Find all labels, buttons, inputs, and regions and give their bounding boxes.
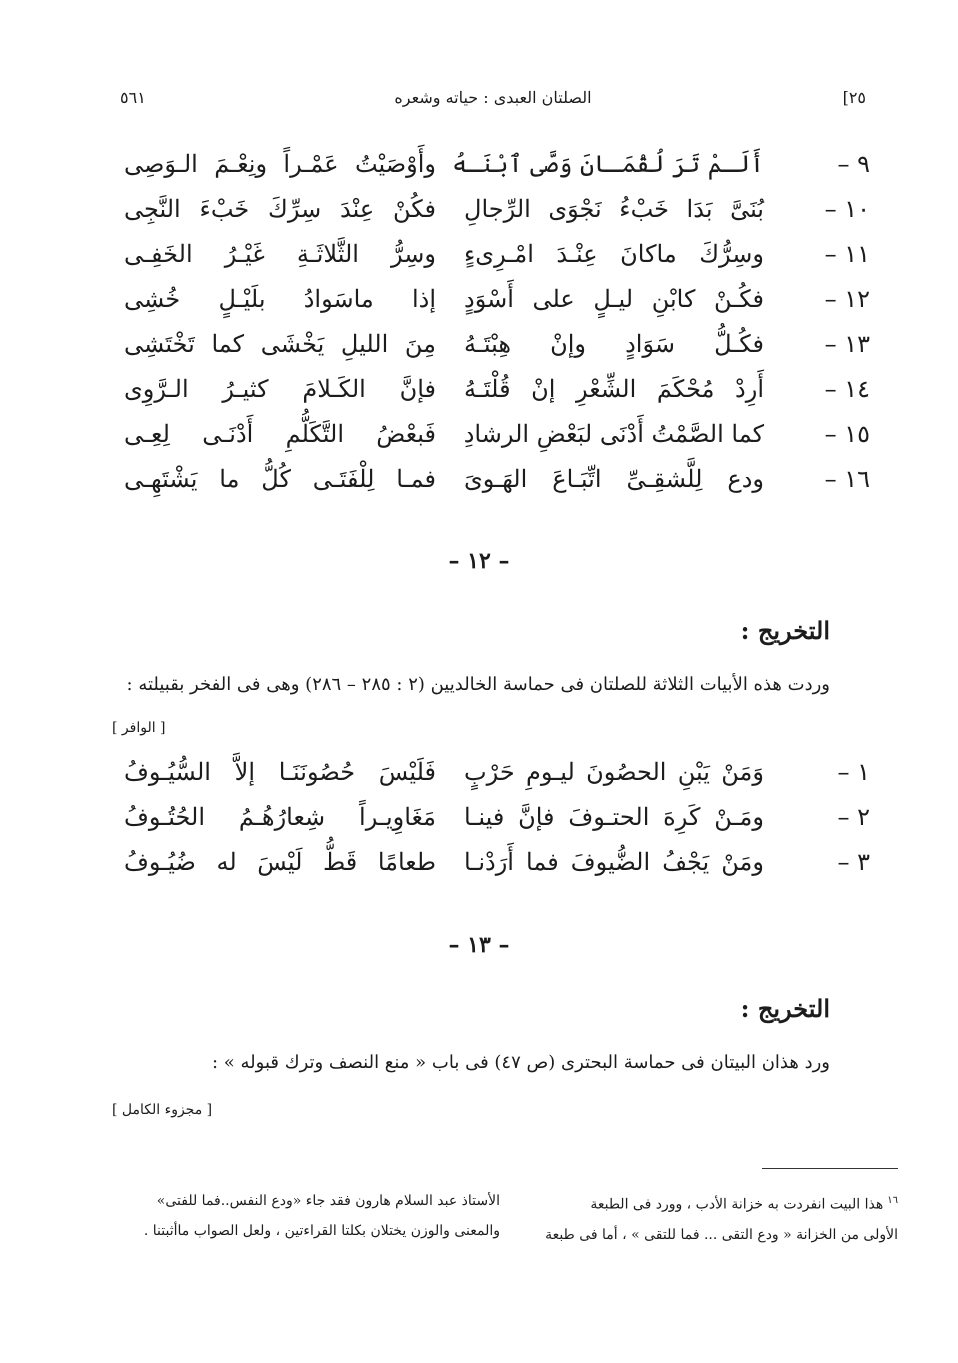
second-hemistich: فإنَّ الكَـلامَ كثيـرُ الـرَّوِى: [124, 375, 436, 403]
first-hemistich: كما الصَّمْتُ أَدْنَى لبَعْضِ الرشادِ: [463, 420, 764, 448]
verse-line: [60, 367, 898, 412]
verse-number: ٣ –: [837, 848, 870, 876]
verse-line: [60, 187, 898, 232]
second-hemistich: طعامًا قَطُّ لَيْسَ له ضُيُـوفُ: [124, 848, 436, 876]
footnote-line: الأولى من الخزانة « ودع التقى ... فما للتقى » ، أما فى طبعة: [545, 1226, 898, 1243]
page-number: ٥٦١: [120, 88, 146, 107]
footnote-line: الأستاذ عبد السلام هارون فقد جاء «ودع النفس..فما للفتى»: [156, 1193, 500, 1209]
verse-line: [60, 412, 898, 457]
verse-number: ١٢ –: [824, 285, 870, 313]
poem-verses-9-16: [60, 142, 898, 502]
verse-line: [60, 840, 898, 885]
second-hemistich: وأَوْصَيْتُ عَمْـراً ونِعْـمَ الـوَصِى: [124, 150, 436, 178]
first-hemistich: ومَنْ يَجْفُ الضُّيوفَ فما أَرَدْنـا: [464, 848, 764, 876]
section-number-12: – ١٢ –: [448, 548, 510, 574]
verse-number: ٩ –: [837, 150, 870, 178]
second-hemistich: فَلَيْسَ حُصُونَنَـا إلاَّ السُّيُـوفُ: [124, 758, 436, 786]
section-13-paragraph: ورد هذان البيتان فى حماسة البحترى (ص ٤٧) فى باب « منع النصف وترك قبوله » :: [212, 1052, 830, 1073]
second-hemistich: إذا ماسَوادُ بلَيْـلٍ خُشِى: [124, 285, 436, 313]
second-hemistich: فكُنْ عِنْدَ سِرِّكَ خَبْءَ النَّجِى: [124, 195, 436, 223]
second-hemistich: مَغَاوِيـراً شِعارُهُـمُ الحُتُـوفُ: [124, 803, 436, 831]
first-hemistich: أَرِدْ مُحْكَمَ الشِّعْرِ إنْ قُلْتَـهُ: [464, 375, 764, 403]
footnote-column-left: [110, 1186, 500, 1246]
page-header: [120, 88, 866, 112]
first-hemistich: وَمَنْ يَبْنِ الحصُونَ ليـومِ حَرْبٍ: [464, 758, 764, 786]
section-13-meter: [ مجزوء الكامل ]: [112, 1102, 213, 1118]
verse-line: [60, 457, 898, 502]
verse-number: ١٥ –: [824, 420, 870, 448]
verse-number: ١١ –: [824, 240, 870, 268]
section-13-heading: التخريج :: [740, 994, 830, 1023]
footnote-separator: [762, 1168, 898, 1169]
second-hemistich: مِنَ الليلِ يَخْشَى كما تَخْتَشِى: [124, 330, 436, 358]
verse-line: [60, 795, 898, 840]
verse-number: ٢ –: [837, 803, 870, 831]
first-hemistich: ودع لِلَّشقِـىِّ اتِّبَـاعَ الهَـوىَ: [464, 465, 764, 493]
verse-line: [60, 750, 898, 795]
page-reference: ٢٥]: [842, 88, 866, 107]
poem-section-12: [60, 750, 898, 885]
footnote-text: هذا البيت انفردت به خزانة الأدب ، وورد فى الطبعة: [590, 1196, 884, 1213]
verse-number: ١ –: [837, 758, 870, 786]
section-12-heading: التخريج :: [740, 616, 830, 645]
footnote-line: والمعنى والوزن يختلان بكلتا القراءتين ، ولعل الصواب ماأثبتنا .: [143, 1223, 500, 1239]
verse-number: ١٠ –: [824, 195, 870, 223]
verse-number: ١٦ –: [824, 465, 870, 493]
first-hemistich: أَلَـمْ تَرَ لُقْمَـانَ وَصَّى ٱبْنَـهُ: [452, 150, 764, 178]
verse-line: [60, 142, 898, 187]
section-number-13: – ١٣ –: [448, 932, 510, 958]
second-hemistich: فمـا لِلْفَتَـى كُلُّ ما يَشْتَهِـى: [124, 465, 436, 493]
section-12-paragraph: وردت هذه الأبيات الثلاثة للصلتان فى حماسة الخالديين (٢ : ٢٨٥ – ٢٨٦) وهى فى الفخر بقبيلته :: [126, 674, 830, 695]
first-hemistich: بُنَىَّ بَدَا خَبْءُ نَجْوَى الرِّجالِ: [464, 195, 764, 223]
second-hemistich: وسِرُّ الثَّلاثَـةِ غَيْـرُ الخَفِـى: [124, 240, 436, 268]
verse-number: ١٤ –: [824, 375, 870, 403]
first-hemistich: فكُـنْ كابْنِ ليـلٍ على أَسْوَدٍ: [464, 285, 764, 313]
first-hemistich: ومَـنْ كَرِهَ الحتـوفَ فإنَّ فينـا: [464, 803, 764, 831]
footnote-column-right: [526, 1186, 898, 1250]
footnote-line: [526, 1186, 898, 1220]
section-12-meter: [ الوافر ]: [112, 720, 166, 736]
verse-line: [60, 232, 898, 277]
running-title: الصلتان العبدى : حياته وشعره: [394, 88, 592, 107]
verse-number: ١٣ –: [824, 330, 870, 358]
footnote-mark: ١٦: [887, 1195, 898, 1206]
first-hemistich: وسِرُّكَ ماكانَ عِنْـدَ امْـرِىءٍ: [464, 240, 764, 268]
second-hemistich: فَبعْضُ التَّكَلُّمِ أَدْنَـى لِعِـى: [124, 420, 436, 448]
footnotes: [110, 1186, 898, 1256]
verse-line: [60, 277, 898, 322]
verse-line: [60, 322, 898, 367]
first-hemistich: فكُـلُّ سَوَادٍ وإنْ هِبْتَـهُ: [464, 330, 764, 358]
